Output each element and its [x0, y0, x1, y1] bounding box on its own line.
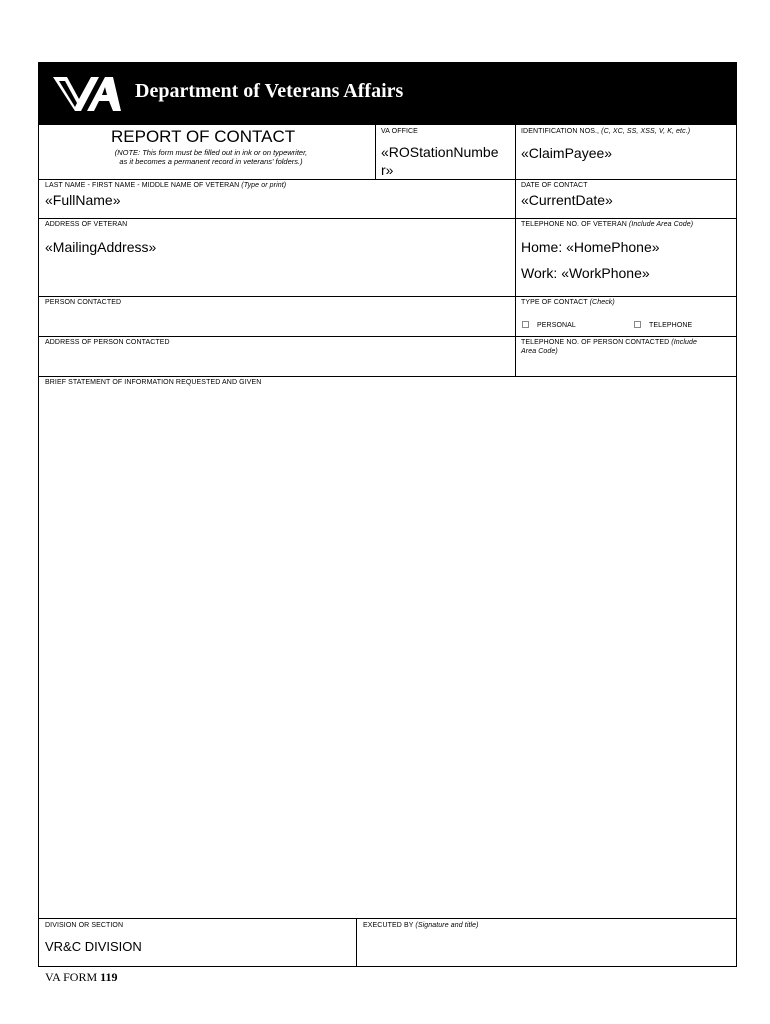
- brief-statement-field[interactable]: [39, 377, 736, 919]
- form-number: VA FORM 119: [45, 970, 118, 984]
- address-of-person-field[interactable]: [39, 337, 516, 377]
- va-office-value-wrap: r»: [381, 162, 394, 178]
- date-of-contact-field[interactable]: [516, 180, 736, 219]
- personal-checkbox[interactable]: [522, 321, 529, 328]
- title-block: [39, 125, 376, 180]
- address-of-person-label: ADDRESS OF PERSON CONTACTED: [45, 339, 170, 346]
- va-logo-icon: [51, 71, 123, 115]
- identification-field[interactable]: [516, 125, 736, 180]
- telephone-of-person-label: TELEPHONE NO. OF PERSON CONTACTED (Include: [521, 339, 698, 346]
- form-header: [39, 63, 736, 125]
- work-phone-value: Work: «WorkPhone»: [521, 265, 650, 281]
- department-name: Department of Veterans Affairs: [135, 80, 404, 102]
- va-office-label: VA OFFICE: [381, 128, 418, 135]
- division-field[interactable]: [39, 919, 357, 966]
- address-of-veteran-value: «MailingAddress»: [45, 239, 157, 255]
- va-office-value: «ROStationNumbe: [381, 144, 499, 160]
- division-label: DIVISION OR SECTION: [45, 922, 124, 929]
- report-of-contact-form: [38, 62, 737, 967]
- veteran-name-value: «FullName»: [45, 192, 121, 208]
- personal-option-label: PERSONAL: [537, 322, 576, 329]
- va-office-field[interactable]: [376, 125, 516, 180]
- executed-by-label: EXECUTED BY (Signature and title): [363, 922, 479, 929]
- date-of-contact-label: DATE OF CONTACT: [521, 182, 588, 189]
- form-title: REPORT OF CONTACT: [111, 127, 296, 146]
- form-note-line2: as it becomes a permanent record in veterans' folders.): [119, 157, 303, 166]
- type-of-contact-label: TYPE OF CONTACT (Check): [521, 299, 615, 306]
- executed-by-field[interactable]: [357, 919, 736, 966]
- type-of-contact-field: [516, 297, 736, 337]
- telephone-of-person-label-wrap: Area Code): [521, 348, 558, 355]
- veteran-name-label: LAST NAME - FIRST NAME - MIDDLE NAME OF VETERAN (Type or print): [45, 182, 287, 189]
- brief-statement-label: BRIEF STATEMENT OF INFORMATION REQUESTED AND GIVEN: [45, 379, 262, 386]
- person-contacted-field[interactable]: [39, 297, 516, 337]
- identification-value: «ClaimPayee»: [521, 145, 613, 161]
- telephone-checkbox[interactable]: [634, 321, 641, 328]
- date-of-contact-value: «CurrentDate»: [521, 192, 613, 208]
- division-value: VR&C DIVISION: [45, 939, 142, 954]
- form-note-line1: (NOTE: This form must be filled out in ink or on typewriter,: [114, 148, 308, 157]
- person-contacted-label: PERSON CONTACTED: [45, 299, 122, 306]
- home-phone-value: Home: «HomePhone»: [521, 239, 660, 255]
- telephone-of-veteran-field[interactable]: [516, 219, 736, 297]
- address-of-veteran-field[interactable]: [39, 219, 516, 297]
- telephone-of-veteran-label: TELEPHONE NO. OF VETERAN (Include Area Code): [521, 221, 694, 228]
- telephone-of-person-field[interactable]: [516, 337, 736, 377]
- telephone-option-label: TELEPHONE: [649, 322, 693, 329]
- veteran-name-field[interactable]: [39, 180, 516, 219]
- identification-label: IDENTIFICATION NOS., (C, XC, SS, XSS, V, K, etc.): [521, 128, 691, 135]
- address-of-veteran-label: ADDRESS OF VETERAN: [45, 221, 128, 228]
